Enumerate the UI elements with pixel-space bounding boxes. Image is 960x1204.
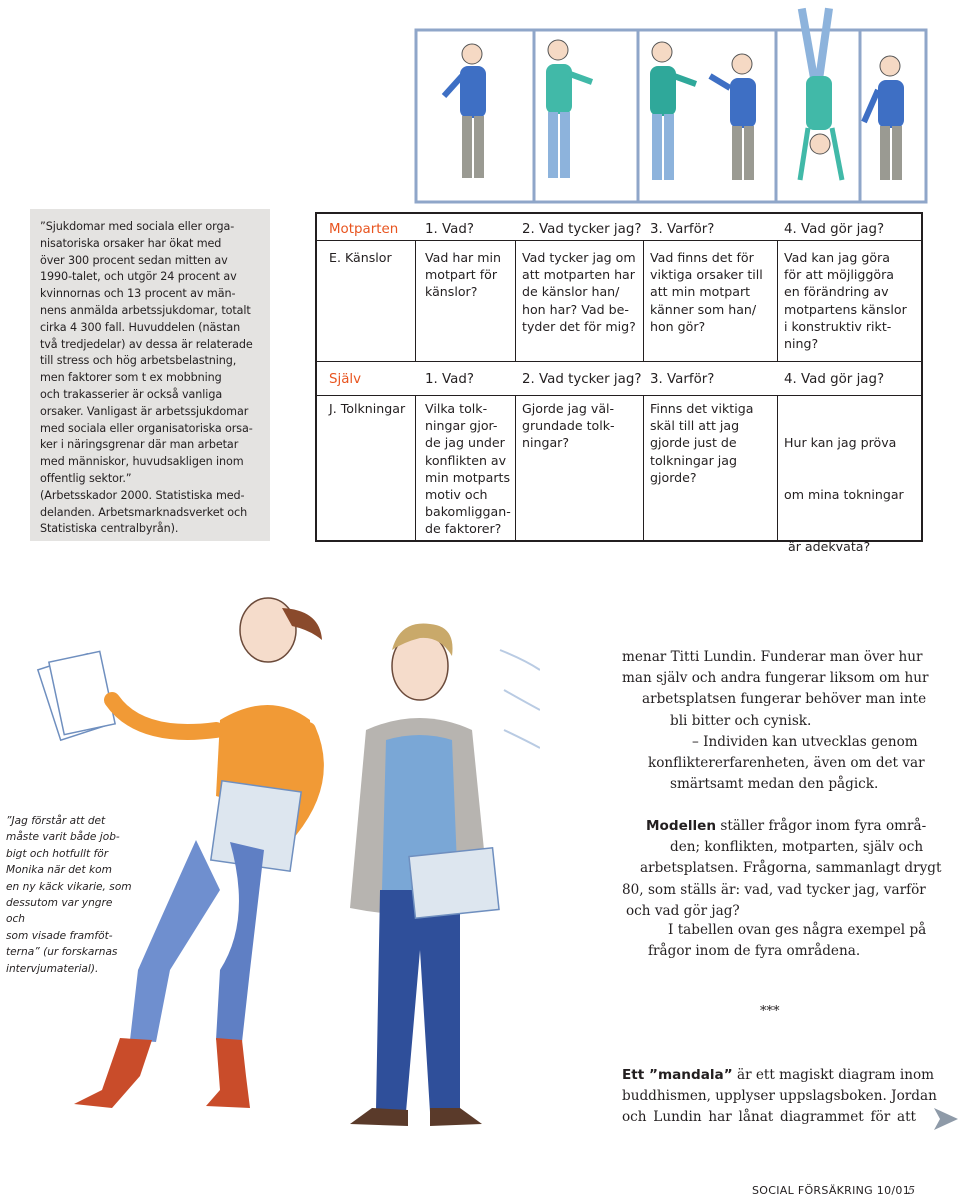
body-line-rest: är ett magiskt diagram inom (732, 1067, 935, 1083)
table-rule (317, 361, 921, 362)
table-rule (317, 395, 921, 396)
table-rule (643, 395, 644, 542)
table-rule (777, 240, 778, 361)
row-label-tolkningar: J. Tolkningar (329, 401, 406, 416)
table-rule (777, 395, 778, 542)
body-line: smärtsamt medan den pågick. (670, 776, 879, 793)
cell-line: för att möjliggöra (784, 267, 894, 283)
column-header: 4. Vad gör jag? (784, 222, 885, 237)
cell-line: grundade tolk- (522, 418, 615, 434)
comic-strip-illustration (412, 4, 930, 204)
continue-arrow-icon (934, 1108, 958, 1130)
comic-figure-6 (864, 56, 904, 180)
body-line: frågor inom de fyra områdena. (648, 943, 861, 960)
body-paragraph-5 (622, 1065, 937, 1129)
model-keyword: Modellen (646, 818, 717, 834)
cell-line: ningar? (522, 435, 570, 451)
body-line: den; konflikten, motparten, själv och (670, 839, 924, 856)
quote-line: intervjumaterial). (6, 962, 99, 975)
quote-line: Monika när det kom (6, 864, 112, 877)
table-rule (415, 395, 416, 542)
body-line: 80, som ställs är: vad, vad tycker jag, varför (622, 881, 926, 898)
cell-line: motpartens känslor (784, 301, 907, 317)
stats-line: offentlig sektor.” (40, 471, 132, 485)
cell-line: känslor? (425, 284, 478, 300)
body-line (622, 816, 927, 837)
cell-line: de jag under (425, 435, 505, 451)
table-cell (522, 400, 615, 452)
cell-line: Gjorde jag väl- (522, 401, 615, 416)
cell-line: i konstruktiv rikt- (784, 318, 892, 334)
cell-line: Vad kan jag göra (784, 250, 890, 265)
cell-line: hon har? Vad be- (522, 301, 629, 317)
comic-figure-3 (650, 42, 696, 180)
cell-line: viktiga orsaker till (650, 267, 763, 283)
stats-line: delanden. Arbetsmarknadsverket och (40, 505, 248, 519)
column-header: 4. Vad gör jag? (784, 372, 885, 387)
table-rule (515, 395, 516, 542)
mandala-question-table (315, 212, 923, 554)
stats-line: kvinnornas och 13 procent av män- (40, 287, 236, 301)
body-line-rest: ställer frågor inom fyra områ- (716, 818, 927, 834)
stats-line: (Arbetsskador 2000. Statistiska med- (40, 488, 245, 502)
statistics-sidebar-box (30, 209, 270, 541)
row-label-kanslor: E. Känslor (329, 250, 392, 265)
table-cell (650, 249, 763, 335)
quote-line: bigt och hotfullt för (6, 847, 109, 860)
table-cell (784, 400, 904, 589)
body-line: I tabellen ovan ges några exempel på (668, 922, 927, 938)
cell-line: om mina tokningar (784, 487, 904, 503)
table-cell (650, 400, 753, 486)
cell-line: hon gör? (650, 318, 706, 334)
column-header: 2. Vad tycker jag? (522, 372, 642, 387)
stats-line: ker i näringsgrenar där man arbetar (40, 438, 239, 452)
cell-line: ningar gjor- (425, 418, 498, 434)
body-paragraph-3 (622, 816, 942, 922)
comic-figure-5-handstand (798, 8, 842, 180)
cell-line: min motparts (425, 469, 511, 485)
quote-line: ”Jag förstår att det (6, 815, 106, 827)
table-cell (425, 249, 501, 301)
cell-line: Vad har min (425, 250, 501, 265)
body-line: konfliktererfarenheten, även om det var (648, 755, 925, 772)
stats-line: orsaker. Vanligast är arbetssjukdomar (40, 404, 249, 418)
standing-woman (350, 624, 499, 1126)
table-cell (784, 249, 907, 352)
cell-line: tolkningar jag (650, 452, 738, 468)
page-number: 5 (908, 1184, 915, 1197)
comic-figure-2 (546, 40, 592, 178)
stats-line: över 300 procent sedan mitten av (40, 253, 228, 267)
stats-line: med människor, huvudsakligen inom (40, 455, 244, 469)
stats-line: cirka 4 300 fall. Huvuddelen (nästan (40, 320, 241, 334)
stats-line: med sociala eller organisatoriska orsa- (40, 421, 253, 435)
papers-illustration (38, 651, 115, 740)
stats-line: Statistiska centralbyrån). (40, 522, 179, 536)
stats-line: men faktorer som t ex mobbning (40, 371, 222, 385)
cell-line: konflikten av (425, 452, 507, 468)
table-cell (522, 249, 636, 335)
quote-line: terna” (ur forskarnas (6, 946, 118, 959)
body-line: bli bitter och cynisk. (670, 712, 812, 729)
table-rule (415, 240, 416, 361)
cell-line: Hur kan jag pröva (784, 435, 897, 451)
body-line: man själv och andra fungerar liksom om hur (622, 670, 929, 687)
mandala-keyword: Ett ”mandala” (622, 1067, 733, 1083)
section-label-motparten: Motparten (329, 222, 399, 237)
cell-line: ning? (784, 336, 819, 352)
cell-line: gjorde just de (650, 435, 737, 451)
body-line: menar Titti Lundin. Funderar man över hur (622, 649, 923, 665)
cell-line: att min motpart (650, 284, 751, 300)
quote-line: som visade framföt- (6, 929, 113, 942)
cell-line: Vad tycker jag om (522, 250, 636, 265)
quote-line: dessutom var yngre och (6, 897, 113, 926)
comic-figure-4 (710, 54, 756, 180)
cell-line: Finns det viktiga (650, 401, 754, 416)
cell-line: motpart för (425, 267, 498, 283)
cell-line: motiv och (425, 487, 488, 503)
column-header: 2. Vad tycker jag? (522, 222, 642, 237)
body-paragraph-4 (640, 920, 927, 962)
cell-line: skäl till att jag (650, 418, 740, 434)
cell-line: gjorde? (650, 469, 697, 485)
cell-line: är adekvata? (784, 538, 871, 554)
cell-line: de känslor han/ (522, 284, 620, 300)
table-rule (515, 240, 516, 361)
quote-line: en ny käck vikarie, som (6, 880, 132, 893)
body-line: buddhismen, upplyser uppslagsboken. Jordan (622, 1088, 937, 1105)
stats-line: och trakasserier är också vanliga (40, 387, 223, 401)
cell-line: en förändring av (784, 284, 889, 300)
body-line: och vad gör jag? (626, 902, 740, 919)
body-paragraph-2 (640, 732, 925, 796)
section-label-sjalv: Själv (329, 372, 362, 387)
interview-quote (6, 813, 134, 977)
cell-line: känner som han/ (650, 301, 757, 317)
cell-line: Vad finns det för (650, 250, 754, 265)
column-header: 3. Varför? (650, 372, 715, 387)
stats-line: två tredjedelar) av dessa är relaterade (40, 337, 253, 351)
body-line: och Lundin har lånat diagrammet för att (622, 1109, 916, 1126)
comic-figure-1 (444, 44, 486, 178)
stats-line: nisatoriska orsaker har ökat med (40, 236, 222, 250)
quote-line: måste varit både job- (6, 831, 120, 844)
stats-line: ”Sjukdomar med sociala eller orga- (40, 220, 235, 233)
cell-line: att motparten har (522, 267, 635, 283)
cell-line: tyder det för mig? (522, 318, 636, 334)
column-header: 1. Vad? (425, 222, 474, 237)
cell-line: bakomliggan- (425, 504, 511, 520)
body-line (622, 1065, 935, 1086)
stats-line: till stress och hög arbetsbelastning, (40, 354, 237, 368)
column-header: 3. Varför? (650, 222, 715, 237)
stats-line: nens anmälda arbetssjukdomar, totalt (40, 303, 251, 317)
cell-line: Vilka tolk- (425, 401, 488, 416)
body-line: arbetsplatsen fungerar behöver man inte (642, 691, 927, 708)
stats-line: 1990-talet, och utgör 24 procent av (40, 270, 237, 284)
column-header: 1. Vad? (425, 372, 474, 387)
cell-line: de faktorer? (425, 521, 502, 537)
body-line: arbetsplatsen. Frågorna, sammanlagt drygt (640, 860, 942, 877)
table-rule (317, 240, 921, 241)
magazine-footer: SOCIAL FÖRSÄKRING 10/01 (752, 1184, 911, 1197)
section-separator-stars: *** (760, 1004, 780, 1019)
table-cell (425, 400, 511, 538)
body-line: – Individen kan utvecklas genom (692, 734, 918, 750)
table-rule (643, 240, 644, 361)
motion-lines (500, 650, 540, 748)
body-paragraph-1 (622, 647, 929, 732)
